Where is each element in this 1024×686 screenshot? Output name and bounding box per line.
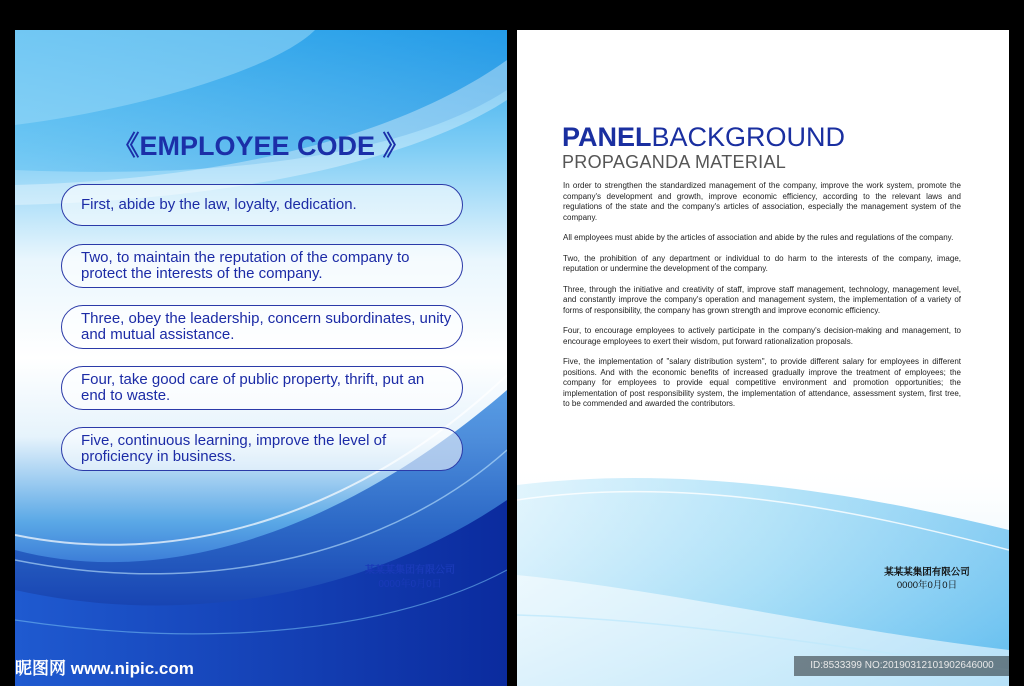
code-item-4 [61,366,463,410]
company-name: 某某某集团有限公司 [365,565,455,576]
panel-subtitle: PROPAGANDA MATERIAL [562,152,787,172]
watermark-id: ID:8533399 NO:20190312101902646000 [794,656,1010,676]
panel-background-page [517,30,1009,686]
code-item-5 [61,427,463,471]
company-date: 0000年0月0日 [378,579,442,590]
body-paragraph: All employees must abide by the articles of association and abide by the rules and regulations of the company. [563,233,954,242]
code-item-2 [61,244,463,288]
title-thin-part: BACKGROUND [651,122,846,152]
code-item-text: First, abide by the law, loyalty, dedication. [81,196,357,213]
code-item-text: Four, take good care of public property, thrift, put an end to waste. [81,371,425,404]
code-item-3 [61,305,463,349]
company-name: 某某某集团有限公司 [884,567,970,578]
body-paragraph: Two, the prohibition of any department or individual to do harm to the interests of the company, image, reputation or undermine the development of the company. [563,253,961,273]
employee-code-panel [15,30,507,686]
employee-code-title: 《EMPLOYEE CODE 》 [112,131,410,161]
watermark-site: 昵图网 www.nipic.com [15,659,194,678]
body-paragraph: Four, to encourage employees to actively participate in the company's decision-making and management, to encourage employees to exert their wisdom, put forward rationalization proposals. [563,326,961,346]
body-paragraph: In order to strengthen the standardized management of the company, improve the work system, promote the company's development and growth, improve economic efficiency, according to the relevant laws and regulations of the state and the company's articles of association, especially the management system of the company. [563,181,961,222]
panel-background-title [562,122,845,152]
code-item-text: Five, continuous learning, improve the level of proficiency in business. [81,432,387,465]
right-company-block [847,566,1007,592]
code-item-text: Three, obey the leadership, concern subordinates, unity and mutual assistance. [81,310,452,343]
body-paragraph: Five, the implementation of "salary distribution system", to provide different salary for employees in different positions. And with the economic benefits of increased gradually improve the treatment of employees; the company for employees to provide equal competitive environment and promotion opportunities; the implementation of post responsibility system, the implementation of attendance, assessment system, first tree, to be commended and awarded the contributors. [563,357,961,408]
company-date: 0000年0月0日 [896,580,958,591]
left-company-block [315,564,505,592]
body-paragraph: Three, through the initiative and creativity of staff, improve staff management, technology, management level, and constantly improve the company's operation and management system, the implementation of a variety of forms of responsibility, the company has grown strength and improve economic efficiency. [563,284,961,315]
title-bold-part: PANEL [562,122,652,152]
code-item-1 [61,184,463,226]
body-text [563,181,961,420]
code-item-text: Two, to maintain the reputation of the company to protect the interests of the company. [81,249,410,282]
